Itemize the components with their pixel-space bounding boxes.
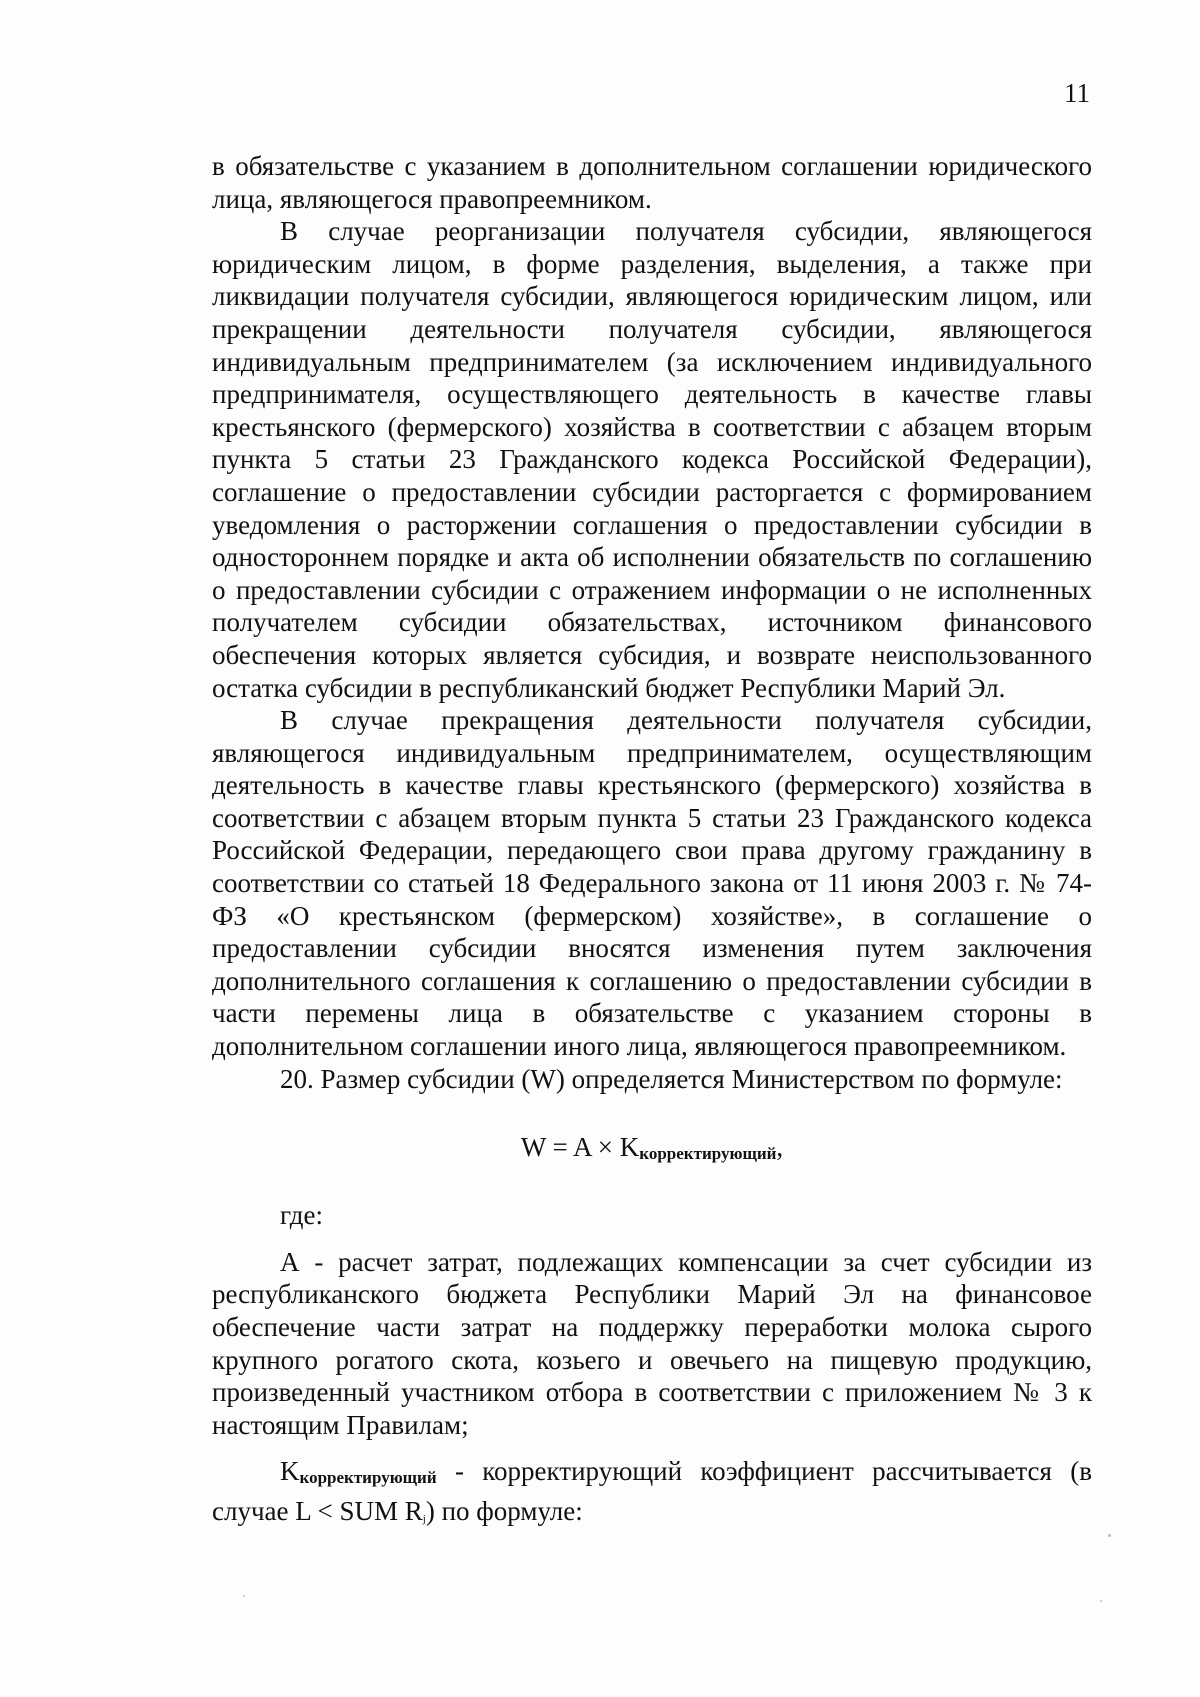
paragraph-definition-k [212,1455,1092,1535]
definition-symbol: K [280,1456,300,1487]
paragraph-continuation: в обязательстве с указанием в дополнительном соглашении юридического лица, являющегося правопреемником. [212,151,1092,214]
paragraph-definition-a: А - расчет затрат, подлежащих компенсации за счет субсидии из республиканского бюджета Республики Марий Эл на финансовое обеспечение части затрат на поддержку переработки молока сырого крупного рогатого скота, козьего и овечьего на пищевую продукцию, произведенный участником отбора в соответствии с приложением № 3 к настоящим Правилам; [212,1246,1092,1440]
paragraph-reorganization: В случае реорганизации получателя субсидии, являющегося юридическим лицом, в форме разделения, выделения, а также при ликвидации получателя субсидии, являющегося юридическим лицом, или прекращении деятельности получателя субсидии, являющегося индивидуальным предпринимателем (за исключением индивидуального предпринимателя, осуществляющего деятельность в качестве главы крестьянского (фермерского) хозяйства в соответствии с абзацем вторым пункта 5 статьи 23 Гражданского кодекса Российской Федерации), соглашение о предоставлении субсидии расторгается с формированием уведомления о расторжении соглашения о предоставлении субсидии в одностороннем порядке и акта об исполнении обязательств по соглашению о предоставлении субсидии с отражением информации о не исполненных получателем субсидии обязательствах, источником финансового обеспечения которых является субсидия, и возврате неиспользованного остатка субсидии в республиканский бюджет Республики Марий Эл. [212,216,1092,703]
definition-subscript: корректирующий [299,1468,437,1488]
formula-w [212,1095,1092,1199]
document-body [212,150,1092,1536]
definition-text-end: ) по формуле: [425,1495,583,1526]
paragraph-where: где: [280,1200,323,1231]
definition-sub-j: j [422,1512,426,1525]
formula-trail: , [776,1132,784,1163]
paragraph-termination: В случае прекращения деятельности получателя субсидии, являющегося индивидуальным предпринимателем, осуществляющим деятельность в качестве главы крестьянского (фермерского) хозяйства в соответствии с абзацем вторым пункта 5 статьи 23 Гражданского кодекса Российской Федерации, передающего свои права другому гражданину в соответствии со статьей 18 Федерального закона от 11 июня 2003 г. № 74-ФЗ «О крестьянском (фермерском) хозяйстве», в соглашение о предоставлении субсидии вносятся изменения путем заключения дополнительного соглашения к соглашению о предоставлении субсидии в части перемены лица в обязательстве с указанием стороны в дополнительном соглашении иного лица, являющегося правопреемником. [212,705,1092,1062]
paragraph-item-20: 20. Размер субсидии (W) определяется Министерством по формуле: [280,1063,1063,1094]
definition-text: - корректирующий коэффициент рассчитывается (в случае L < SUM R [212,1456,1092,1526]
formula-main: W = A × K [520,1132,640,1163]
scan-speck [1100,1600,1102,1602]
formula-subscript: корректирующий [639,1144,777,1164]
scan-speck [243,1595,245,1597]
page-number: 11 [1064,78,1090,108]
scan-speck [1108,1534,1111,1537]
